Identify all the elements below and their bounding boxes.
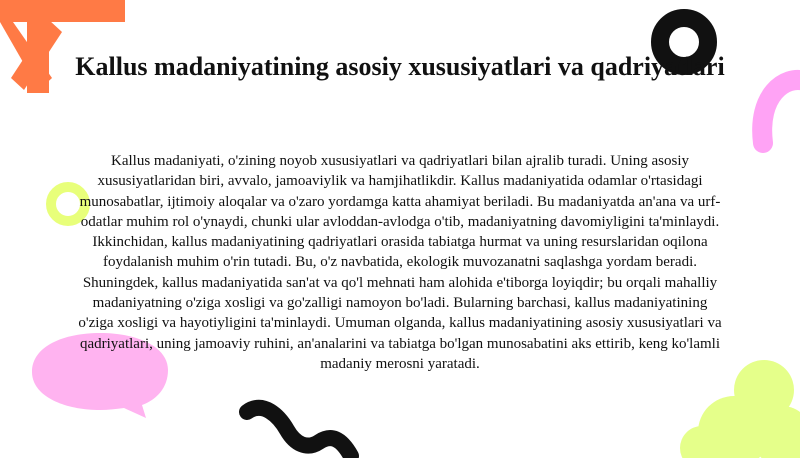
black-squiggle-shape (235, 398, 365, 458)
slide-title: Kallus madaniyatining asosiy xususiyatlari va qadriyatlari (75, 52, 725, 81)
slide-body-text: Kallus madaniyati, o'zining noyob xususiyatlari va qadriyatlari bilan ajralib turadi. Uning asosiy xususiyatlaridan biri, avvalo, jamoaviylik va hamjihatlikdir. Kallus madaniyatida odamlar o'rtasidagi munosabatlar, ijtimoiy aloqalar va o'zaro yordamga katta ahamiyat beriladi. Bu madaniyatda an'ana va urf-odatlar muhim rol o'ynaydi, chunki ular avloddan-avlodga o'tib, madaniyatning davomiyligini ta'minlaydi. Ikkinchidan, kallus madaniyatining qadriyatlari orasida tabiatga hurmat va uning resurslaridan oqilona foydalanish muhim o'rin tutadi. Bu, o'z navbatida, ekologik muvozanatni saqlashga yordam beradi. Shuningdek, kallus madaniyatida san'at va qo'l mehnati ham alohida e'tiborga loyiqdir; bu orqali mahalliy madaniyatning o'ziga xosligi va go'zalligi namoyon bo'ladi. Bularning barchasi, kallus madaniyatining o'ziga xosligi va hayotiyligini ta'minlaydi. Umuman olganda, kallus madaniyatining asosiy xususiyatlari va qadriyatlari, uning jamoaviy ruhini, an'analarini va tabiatga bo'lgan munosabatini aks ettirib, keng ko'lamli madaniy merosni yaratadi. (78, 153, 722, 372)
